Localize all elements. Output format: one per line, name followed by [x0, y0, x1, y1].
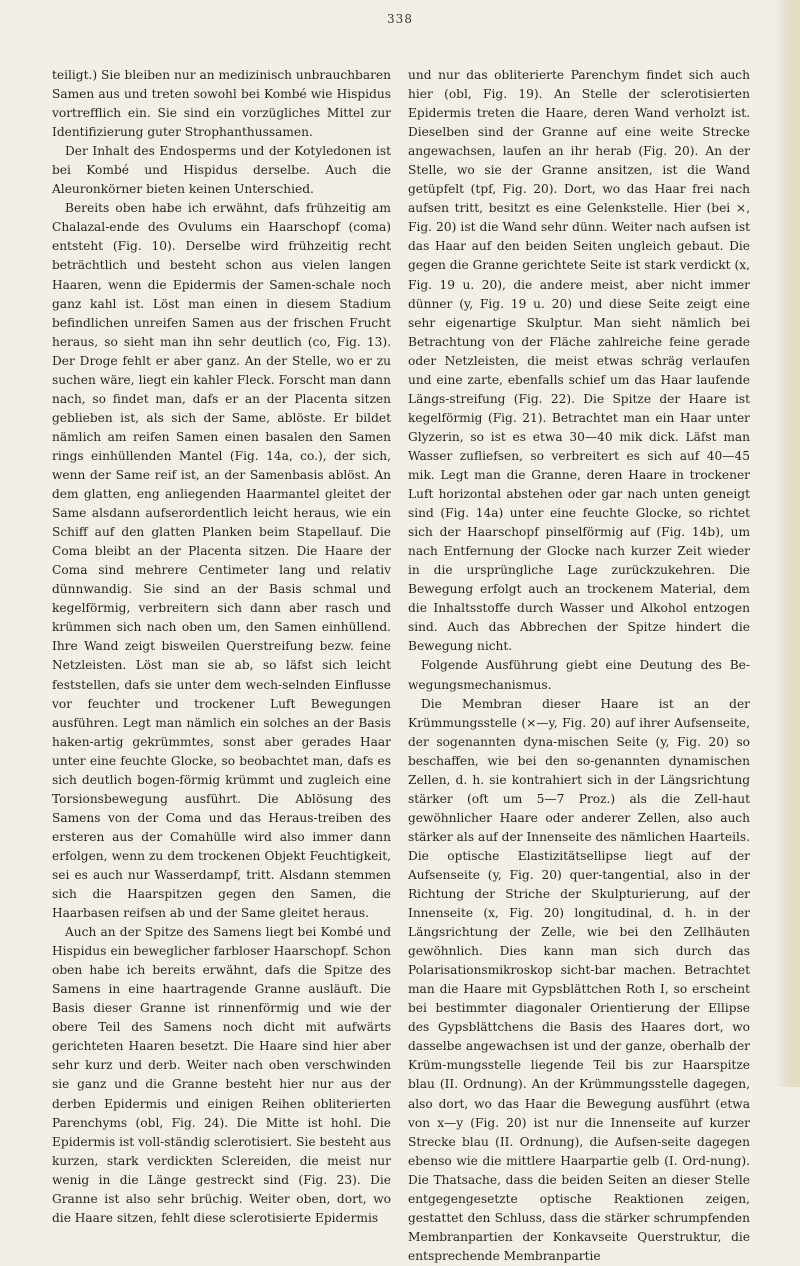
paragraph: Der Inhalt des Endosperms und der Kotyledonen ist bei Kombé und Hispidus derselbe. Auch die Aleuronkörner bieten keinen Unterschied.	[52, 144, 391, 197]
text-column-left	[52, 66, 391, 1228]
page-number: 338	[387, 12, 413, 26]
paragraph: teiligt.) Sie bleiben nur an medizinisch unbrauchbaren Samen aus und treten sowohl bei Kombé wie Hispidus vortrefflich ein. Sie sind ein vorzügliches Mittel zur Identifizierung guter Strophanthussamen.	[52, 68, 391, 140]
paragraph: Bereits oben habe ich erwähnt, dafs frühzeitig am Chalazal-ende des Ovulums ein Haarschopf (coma) entsteht (Fig. 10). Derselbe wird frühzeitig recht beträchtlich und besteht schon aus vielen langen Haaren, wenn die Epidermis der Samen-schale noch ganz kahl ist. Löst man einen in diesem Stadium befindlichen unreifen Samen aus der frischen Frucht heraus, so sieht man ihn sehr deutlich (co, Fig. 13). Der Droge fehlt er aber ganz. An der Stelle, wo er zu suchen wäre, liegt ein kahler Fleck. Forscht man dann nach, so findet man, dafs er an der Placenta sitzen geblieben ist, als sich der Same, ablöste. Er bildet nämlich am reifen Samen einen basalen den Samen rings einhüllenden Mantel (Fig. 14a, co.), der sich, wenn der Same reif ist, an der Samenbasis ablöst. An dem glatten, eng anliegenden Haarmantel gleitet der Same alsdann aufserordentlich leicht heraus, wie ein Schiff auf den glatten Planken beim Stapellauf. Die Coma bleibt an der Placenta sitzen. Die Haare der Coma sind mehrere Centimeter lang und relativ dünnwandig. Sie sind an der Basis schmal und kegelförmig, verbreitern sich dann aber rasch und krümmen sich nach oben um, den Samen einhüllend. Ihre Wand zeigt bisweilen Querstreifung bezw. feine Netzleisten. Löst man sie ab, so läfst sich leicht feststellen, dafs sie unter dem wech-selnden Einflusse vor feuchter und trockener Luft Bewegungen ausführen. Legt man nämlich ein solches an der Basis haken-artig gekrümmtes, sonst aber gerades Haar unter eine feuchte Glocke, so beobachtet man, dafs es sich deutlich bogen-förmig krümmt und zugleich eine Torsionsbewegung ausführt. Die Ablösung des Samens von der Coma und das Heraus-treiben des ersteren aus der Comahülle wird also immer dann erfolgen, wenn zu dem trockenen Objekt Feuchtigkeit, sei es auch nur Wasserdampf, tritt. Alsdann stemmen sich die Haarspitzen gegen den Samen, die Haarbasen reifsen ab und der Same gleitet heraus.	[52, 201, 391, 921]
paragraph: Auch an der Spitze des Samens liegt bei Kombé und Hispidus ein beweglicher farbloser Haarschopf. Schon oben habe ich bereits erwähnt, dafs die Spitze des Samens in eine haartragende Granne ausläuft. Die Basis dieser Granne ist rinnenförmig und wie der obere Teil des Samens noch dicht mit aufwärts gerichteten Haaren besetzt. Die Haare sind hier aber sehr kurz und derb. Weiter nach oben verschwinden sie ganz und die Granne besteht hier nur aus der derben Epidermis und einigen Reihen obliterierten Parenchyms (obl, Fig. 24). Die Mitte ist hohl. Die Epidermis ist voll-ständig sclerotisiert. Sie besteht aus kurzen, stark verdickten Sclereiden, die meist nur wenig in die Länge gestreckt sind (Fig. 23). Die Granne ist also sehr brüchig. Weiter oben, dort, wo die Haare sitzen, fehlt diese sclerotisierte Epidermis	[52, 925, 391, 1225]
page-edge-shadow	[774, 0, 800, 1087]
paragraph: und nur das obliterierte Parenchym findet sich auch hier (obl, Fig. 19). An Stelle der sclerotisierten Epidermis treten die Haare, deren Wand verholzt ist. Dieselben sind der Granne auf eine weite Strecke angewachsen, laufen an ihr herab (Fig. 20). An der Stelle, wo sie der Granne ansitzen, ist die Wand getüpfelt (tpf, Fig. 20). Dort, wo das Haar frei nach aufsen tritt, besitzt es eine Gelenkstelle. Hier (bei ×, Fig. 20) ist die Wand sehr dünn. Weiter nach aufsen ist das Haar auf den beiden Seiten ungleich gebaut. Die gegen die Granne gerichtete Seite ist stark verdickt (x, Fig. 19 u. 20), die andere meist, aber nicht immer dünner (y, Fig. 19 u. 20) und diese Seite zeigt eine sehr eigenartige Skulptur. Man sieht nämlich bei Betrachtung von der Fläche zahlreiche feine gerade oder Netzleisten, die meist etwas schräg verlaufen und eine zarte, ebenfalls schief um das Haar laufende Längs-streifung (Fig. 22). Die Spitze der Haare ist kegelförmig (Fig. 21). Betrachtet man ein Haar unter Glyzerin, so ist es etwa 30—40 mik dick. Läfst man Wasser zufliefsen, so verbreitert es sich auf 40—45 mik. Legt man die Granne, deren Haare in trockener Luft horizontal abstehen oder gar nach unten geneigt sind (Fig. 14a) unter eine feuchte Glocke, so richtet sich der Haarschopf pinselförmig auf (Fig. 14b), um nach Entfernung der Glocke nach kurzer Zeit wieder in die ursprüngliche Lage zurückzukehren. Die Bewegung erfolgt auch an trockenem Material, dem die Inhaltsstoffe durch Wasser und Alkohol entzogen sind. Auch das Abbrechen der Spitze hindert die Bewegung nicht.	[408, 68, 750, 654]
paragraph: Die Membran dieser Haare ist an der Krümmungsstelle (×—y, Fig. 20) auf ihrer Aufsenseite, der sogenannten dyna-mischen Seite (y, Fig. 20) so beschaffen, wie bei den so-genannten dynamischen Zellen, d. h. sie kontrahiert sich in der Längsrichtung stärker (oft um 5—7 Proz.) als die Zell-haut gewöhnlicher Haare oder anderer Zellen, also auch stärker als auf der Innenseite des nämlichen Haarteils. Die optische Elastizitätsellipse liegt auf der Aufsenseite (y, Fig. 20) quer-tangential, also in der Richtung der Striche der Skulpturierung, auf der Innenseite (x, Fig. 20) longitudinal, d. h. in der Längsrichtung der Zelle, wie bei den Zellhäuten gewöhnlich. Dies kann man sich durch das Polarisationsmikroskop sicht-bar machen. Betrachtet man die Haare mit Gypsblättchen Roth I, so erscheint bei bestimmter diagonaler Orientierung der Ellipse des Gypsblättchens die Basis des Haares dort, wo dasselbe angewachsen ist und der ganze, oberhalb der Krüm-mungsstelle liegende Teil bis zur Haarspitze blau (II. Ordnung). An der Krümmungsstelle dagegen, also dort, wo das Haar die Bewegung ausführt (etwa von x—y (Fig. 20) ist nur die Innenseite auf kurzer Strecke blau (II. Ordnung), die Aufsen-seite dagegen ebenso wie die mittlere Haarpartie gelb (I. Ord-nung). Die Thatsache, dass die beiden Seiten an dieser Stelle entgegengesetzte optische Reaktionen zeigen, gestattet den Schluss, dass die stärker schrumpfenden Membranpartien der Konkavseite Querstruktur, die entsprechende Membranpartie	[408, 696, 750, 1263]
text-column-right	[408, 66, 750, 1266]
paragraph: Folgende Ausführung giebt eine Deutung des Be-wegungsmechanismus.	[408, 658, 750, 692]
